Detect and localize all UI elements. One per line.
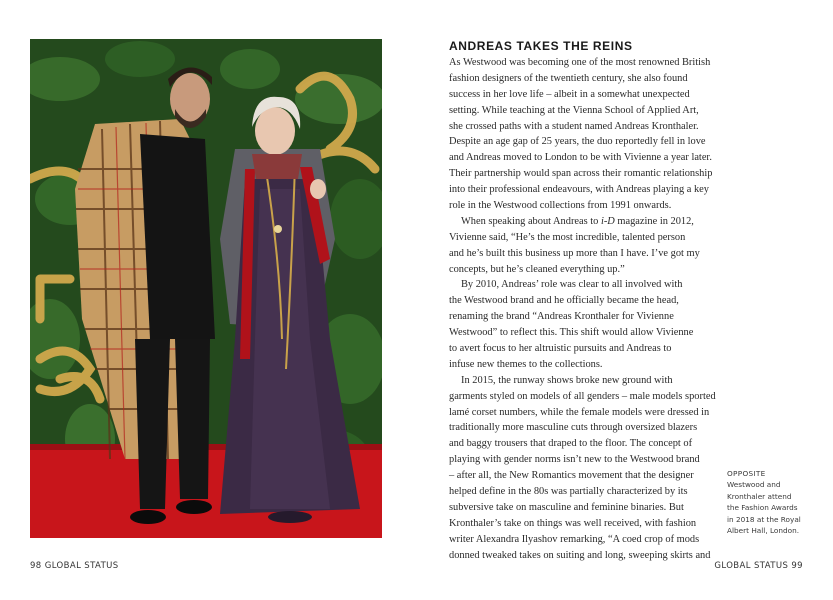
text-line: and baggy trousers that draped to the floor. The concept of: [449, 438, 693, 450]
text-line: traditionally more masculine cuts through oversized blazers: [449, 422, 698, 434]
section-heading: ANDREAS TAKES THE REINS: [449, 39, 633, 53]
page-number-left: 98 GLOBAL STATUS: [30, 561, 119, 571]
text-line: – after all, the New Romantics movement that the designer: [449, 470, 694, 482]
text-line: [449, 214, 715, 230]
text-line: lamé corset numbers, while the female models were dressed in: [449, 406, 710, 418]
caption-line: in 2018 at the Royal: [727, 514, 801, 524]
caption-line: Albert Hall, London.: [727, 526, 800, 536]
text-line: and he’s built this business up more than I have. I’ve got my: [449, 247, 700, 259]
event-photo: [30, 39, 382, 538]
text-run: magazine in 2012,: [614, 215, 694, 227]
text-line: the Westwood brand and he officially became the head,: [449, 295, 679, 307]
text-line: fashion designers of the twentieth century, she also found: [449, 72, 688, 84]
text-line: In 2015, the runway shows broke new ground with: [461, 374, 673, 386]
text-line: Westwood” to reflect this. This shift would allow Vivienne: [449, 327, 694, 339]
text-line: donned tweaked takes on suiting and long, sweeping skirts and: [449, 549, 711, 561]
text-line: infuse new themes to the collections.: [449, 358, 603, 370]
text-line: success in her love life – albeit in a somewhat unexpected: [449, 88, 690, 100]
text-line: Despite an age gap of 25 years, the duo reportedly fell in love: [449, 136, 706, 148]
photo-illustration: [30, 39, 382, 538]
page-number-right: GLOBAL STATUS 99: [714, 561, 803, 571]
text-line: As Westwood was becoming one of the most renowned British: [449, 57, 711, 68]
text-line: subversive take on masculine and feminine binaries. But: [449, 501, 684, 513]
caption-label: OPPOSITE: [727, 469, 766, 478]
text-line: role in the Westwood collections from 1991 onwards.: [449, 200, 672, 212]
photo-caption: [727, 468, 809, 536]
text-line: and Andreas moved to London to be with Vivienne a year later.: [449, 152, 712, 164]
text-line: setting. While teaching at the Vienna School of Applied Art,: [449, 104, 699, 116]
caption-line: the Fashion Awards: [727, 503, 798, 513]
text-line: concepts, but he’s cleaned everything up.”: [449, 263, 625, 275]
text-line: to avert focus to her altruistic pursuits and Andreas to: [449, 343, 672, 355]
article-body: [449, 55, 715, 564]
text-line: renaming the brand “Andreas Kronthaler for Vivienne: [449, 311, 674, 323]
text-line: By 2010, Andreas’ role was clear to all involved with: [461, 279, 683, 291]
text-line: she crossed paths with a student named Andreas Kronthaler.: [449, 120, 699, 132]
caption-line: Kronthaler attend: [727, 491, 792, 501]
magazine-title: i-D: [600, 215, 615, 227]
text-line: into their professional endeavours, with Andreas playing a key: [449, 184, 709, 196]
text-line: Kronthaler’s take on things was well received, with fashion: [449, 517, 697, 529]
text-run: When speaking about Andreas to: [461, 215, 601, 227]
text-line: garments styled on models of all genders – male models sported: [449, 390, 716, 402]
text-line: Their partnership would span across their romantic relationship: [449, 168, 713, 180]
text-line: helped define in the 80s was partially characterized by its: [449, 486, 688, 498]
text-line: writer Alexandra Ilyashov remarking, “A coed crop of mods: [449, 533, 700, 545]
text-line: Vivienne said, “He’s the most incredible, talented person: [449, 231, 686, 243]
text-line: playing with gender norms isn’t new to the Westwood brand: [449, 454, 700, 466]
caption-line: Westwood and: [727, 480, 781, 490]
